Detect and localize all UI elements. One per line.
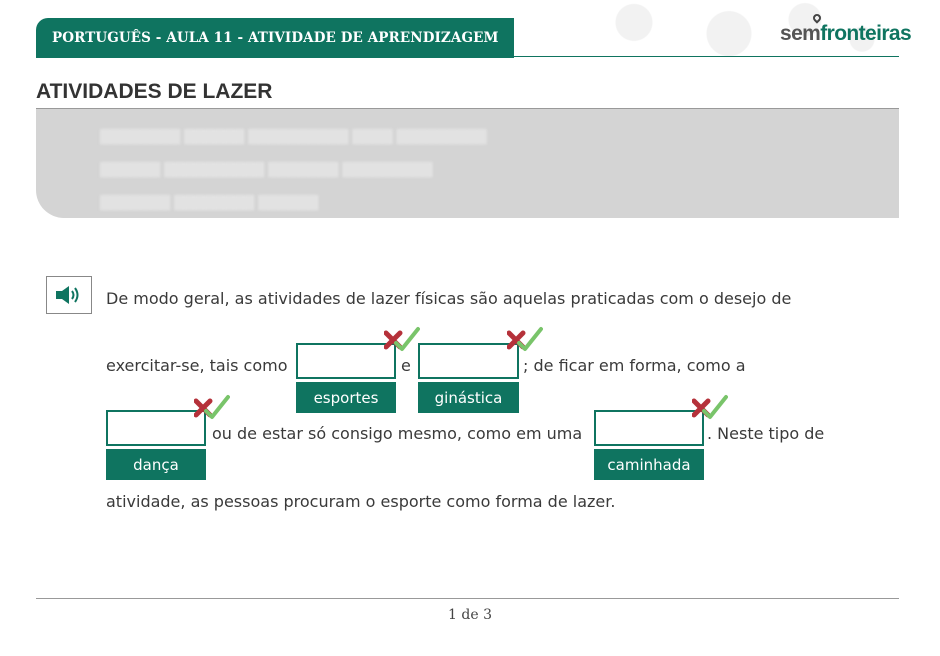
activity-text-line-2-end: ; de ficar em forma, como a — [523, 356, 746, 375]
blank-input-1[interactable] — [296, 343, 396, 379]
activity-text-line-2-start: exercitar-se, tais como — [106, 356, 288, 375]
activity-text-line-1: De modo geral, as atividades de lazer físicas são aquelas praticadas com o desejo de — [106, 289, 792, 308]
answer-tag-4[interactable]: caminhada — [594, 449, 704, 480]
blank-input-2[interactable] — [418, 343, 519, 379]
instruction-panel — [36, 109, 899, 218]
blank-input-3[interactable] — [106, 410, 206, 446]
section-title: ATIVIDADES DE LAZER — [36, 80, 273, 103]
answer-tag-1[interactable]: esportes — [296, 382, 396, 413]
answer-tag-2[interactable]: ginástica — [418, 382, 519, 413]
wrong-right-mark-icon — [384, 325, 420, 355]
activity-text-line-2-mid: e — [401, 356, 411, 375]
page-indicator: 1 de 3 — [448, 607, 492, 623]
footer-divider — [36, 598, 899, 599]
audio-button[interactable] — [46, 276, 92, 314]
header-title: PORTUGUÊS - AULA 11 - ATIVIDADE DE APRENDIZAGEM — [52, 30, 499, 46]
header-title-bar — [36, 18, 514, 58]
answer-tag-3[interactable]: dança — [106, 449, 206, 480]
brand-logo — [780, 22, 911, 46]
wrong-right-mark-icon — [507, 325, 543, 355]
blank-input-4[interactable] — [594, 410, 704, 446]
logo-text-part-two: fronteiras — [820, 22, 912, 45]
header-divider — [514, 56, 899, 57]
activity-text-line-3-mid: ou de estar só consigo mesmo, como em uma — [212, 424, 583, 443]
logo-text-part-one: sem — [780, 22, 821, 45]
instruction-text-obscured: ████████ ██████ ██████████ ████ █████████ ██████ ██████████ ███████ █████████ ███████ ████████ ██████ — [100, 130, 487, 211]
activity-text-line-3-end: . Neste tipo de — [707, 424, 825, 443]
activity-text-line-4: atividade, as pessoas procuram o esporte como forma de lazer. — [106, 492, 616, 511]
wrong-right-mark-icon — [194, 393, 230, 423]
wrong-right-mark-icon — [692, 393, 728, 423]
speaker-icon — [54, 284, 84, 306]
